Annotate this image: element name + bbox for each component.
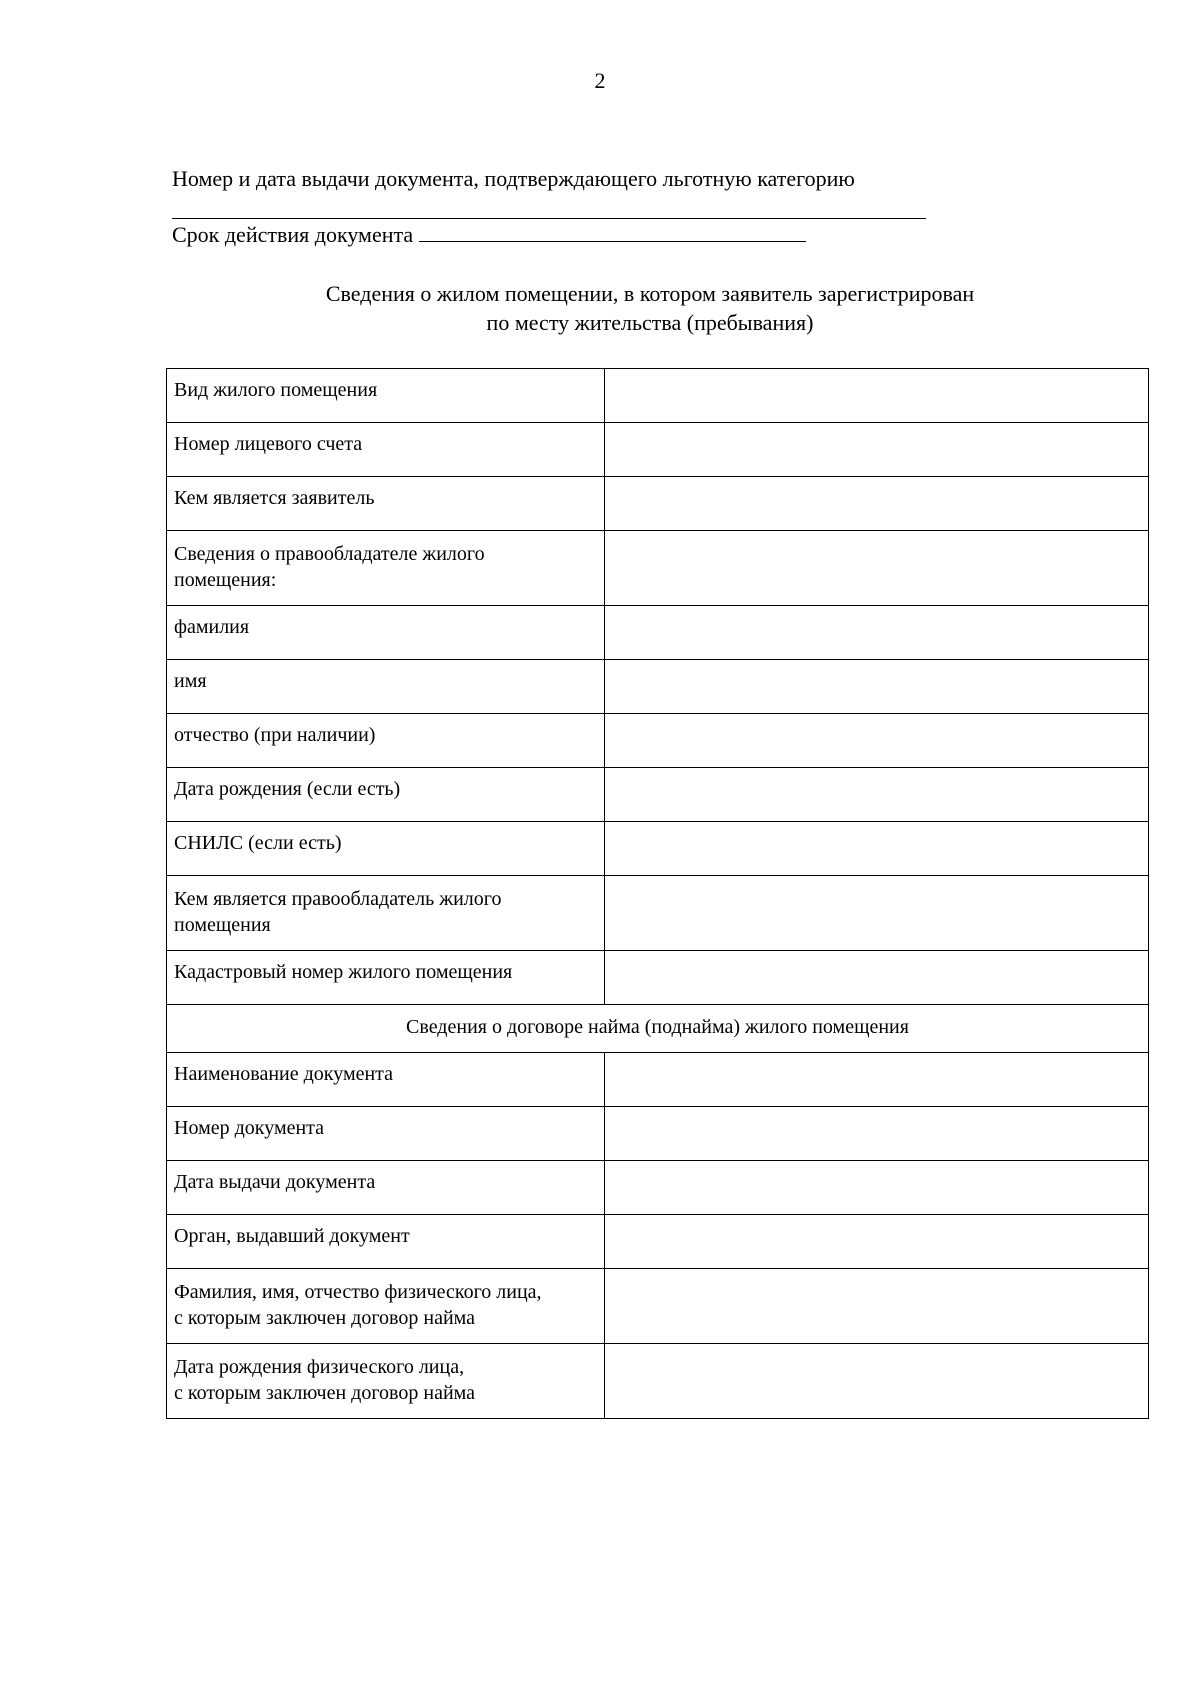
row-value-field[interactable] <box>605 369 1149 423</box>
table-row <box>167 714 1149 768</box>
row-label-line-2: с которым заключен договор найма <box>174 1382 476 1404</box>
row-label-line-1: Наименование документа <box>174 1063 394 1085</box>
row-label-line-1: имя <box>174 670 207 692</box>
document-number-date-field[interactable] <box>172 218 926 219</box>
row-label <box>167 1344 605 1419</box>
row-label-line-1: Кадастровый номер жилого помещения <box>174 961 513 983</box>
row-label <box>167 531 605 606</box>
table-row <box>167 1053 1149 1107</box>
table-row <box>167 477 1149 531</box>
row-value-field[interactable] <box>605 822 1149 876</box>
row-value-field[interactable] <box>605 1107 1149 1161</box>
row-label <box>167 876 605 951</box>
row-value-field[interactable] <box>605 714 1149 768</box>
row-value-field[interactable] <box>605 531 1149 606</box>
row-label-line-2: с которым заключен договор найма <box>174 1307 476 1329</box>
section-heading-line-1: Сведения о жилом помещении, в котором заявитель зарегистрирован <box>325 281 975 306</box>
row-label <box>167 660 605 714</box>
row-label-line-1: Сведения о правообладателе жилого <box>174 543 485 565</box>
row-label <box>167 951 605 1005</box>
table-row <box>167 1344 1149 1419</box>
table-row <box>167 1161 1149 1215</box>
row-label-line-1: Номер документа <box>174 1117 325 1139</box>
row-label <box>167 1161 605 1215</box>
row-value-field[interactable] <box>605 477 1149 531</box>
section-heading-line-2: по месту жительства (пребывания) <box>486 310 814 335</box>
row-label-line-1: Номер лицевого счета <box>174 433 363 455</box>
row-label-line-1: Орган, выдавший документ <box>174 1225 410 1247</box>
row-label <box>167 768 605 822</box>
row-label-line-1: фамилия <box>174 616 250 638</box>
table-row <box>167 660 1149 714</box>
housing-info-table <box>166 368 1149 1419</box>
row-label <box>167 369 605 423</box>
row-value-field[interactable] <box>605 876 1149 951</box>
row-value-field[interactable] <box>605 606 1149 660</box>
validity-label: Срок действия документа <box>172 222 414 247</box>
row-label-line-1: Кем является правообладатель жилого <box>174 888 502 910</box>
contract-section-row <box>167 1005 1149 1053</box>
row-label-line-1: Дата рождения (если есть) <box>174 778 401 800</box>
contract-section-title: Сведения о договоре найма (поднайма) жилого помещения <box>167 1005 1149 1053</box>
row-label <box>167 1215 605 1269</box>
table-row <box>167 822 1149 876</box>
table-row <box>167 369 1149 423</box>
row-label-line-1: СНИЛС (если есть) <box>174 832 342 854</box>
row-label <box>167 477 605 531</box>
row-label <box>167 1107 605 1161</box>
row-value-field[interactable] <box>605 1269 1149 1344</box>
page-number: 2 <box>594 68 606 93</box>
table-row <box>167 768 1149 822</box>
row-label-line-1: Дата рождения физического лица, <box>174 1356 465 1378</box>
row-label-line-2: помещения: <box>174 569 277 591</box>
row-label-line-1: Дата выдачи документа <box>174 1171 376 1193</box>
section-heading <box>240 279 1060 337</box>
row-label-line-1: Кем является заявитель <box>174 487 375 509</box>
row-value-field[interactable] <box>605 423 1149 477</box>
validity-line <box>172 222 806 248</box>
table-row <box>167 1215 1149 1269</box>
row-label-line-2: помещения <box>174 914 271 936</box>
row-value-field[interactable] <box>605 1053 1149 1107</box>
table-row <box>167 531 1149 606</box>
table-row <box>167 951 1149 1005</box>
row-value-field[interactable] <box>605 1215 1149 1269</box>
table-row <box>167 1269 1149 1344</box>
row-label <box>167 822 605 876</box>
row-label <box>167 714 605 768</box>
row-label <box>167 423 605 477</box>
row-value-field[interactable] <box>605 768 1149 822</box>
row-label-line-1: Фамилия, имя, отчество физического лица, <box>174 1281 542 1303</box>
row-label-line-1: Вид жилого помещения <box>174 379 378 401</box>
row-value-field[interactable] <box>605 1344 1149 1419</box>
table-row <box>167 606 1149 660</box>
row-label <box>167 606 605 660</box>
validity-field[interactable] <box>419 240 806 242</box>
row-value-field[interactable] <box>605 1161 1149 1215</box>
row-label-line-1: отчество (при наличии) <box>174 724 376 746</box>
row-label <box>167 1053 605 1107</box>
document-number-date-label: Номер и дата выдачи документа, подтверждающего льготную категорию <box>172 166 855 191</box>
row-label <box>167 1269 605 1344</box>
table-row <box>167 423 1149 477</box>
row-value-field[interactable] <box>605 660 1149 714</box>
row-value-field[interactable] <box>605 951 1149 1005</box>
table-row <box>167 876 1149 951</box>
table-row <box>167 1107 1149 1161</box>
